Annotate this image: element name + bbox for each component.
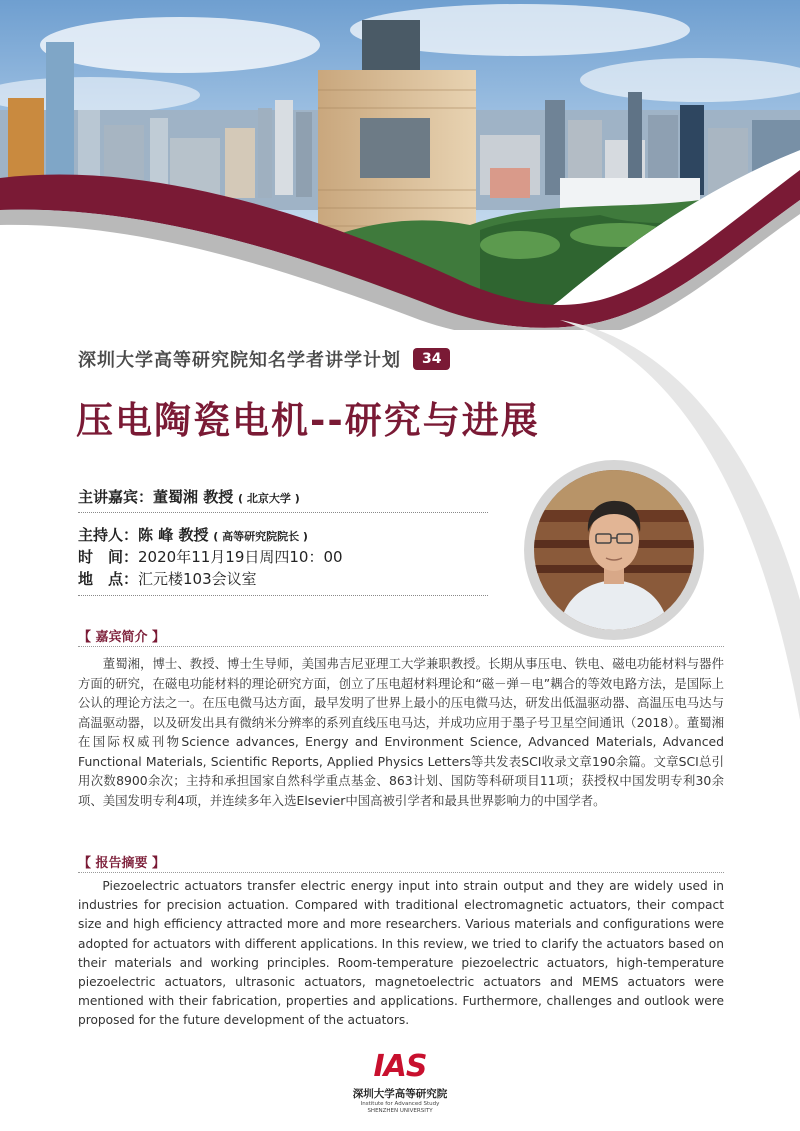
host-label: 主持人： [78,526,139,544]
time-row [78,546,488,567]
series-line [78,346,450,372]
logo-name-en-1: Institute for Advanced Study [360,1101,440,1107]
abstract-text: Piezoelectric actuators transfer electric energy input into strain output and they are widely used in industries for precision actuation. Compared with traditional electromagnetic actuators, their compact size and high efficiency attracted more and more researchers. Various materials and configurations were adopted for actuators with different applications. In this review, we tried to clarify the actuators based on their materials and working principles. Room-temperature piezoelectric actuators, high-temperature piezoelectric actuators, ultrasonic actuators, magnetoelectric actuators and MEMS actuators were mentioned with their fabrication, properties and applications. Furthermore, challenges and outlook were proposed for the future development of the actuators. [78,879,724,1028]
logo-name-en-2: SHENZHEN UNIVERSITY [367,1108,433,1114]
place-value: 汇元楼103会议室 [138,570,257,588]
divider [78,872,724,873]
speaker-label: 主讲嘉宾： [78,488,154,506]
host-row [78,524,488,545]
series-number-badge: 34 [413,348,450,370]
header-photo [0,0,800,330]
time-value: 2020年11月19日周四10：00 [138,548,343,566]
speaker-name: 董蜀湘 教授 [153,488,234,506]
abstract-heading: 【 报告摘要 】 [78,856,166,871]
place-label: 地 点： [78,570,139,588]
bio-text: 董蜀湘，博士、教授、博士生导师，美国弗吉尼亚理工大学兼职教授。长期从事压电、铁电、磁电功能材料与器件方面的研究，在磁电功能材料的理论研究方面，创立了压电超材料理论和“磁－弹－电”耦合的等效电路方法，是国际上公认的理论方法之一。在压电微马达方面，最早发明了世界上最小的压电微马达，研发出低温驱动器、高温压电马达与高温驱动器，以及研发出具有微纳米分辨率的系列直线压电马达，并成功应用于墨子号卫星空间通讯（2018）。董蜀湘在国际权威刊物Science advances, Energy and Environment Science, Advanced Materials, Advanced Functional Materials, Scientific Reports, Applied Physics Letters等共发表SCI收录文章190余篇。文章SCI总引用次数8900余次；主持和承担国家自然科学重点基金、863计划、国防等科研项目11项；获授权中国发明专利30余项、美国发明专利4项，并连续多年入选Elsevier中国高被引学者和最具世界影响力的中国学者。 [78,656,724,808]
lecture-title: 压电陶瓷电机--研究与进展 [76,399,540,442]
host-name: 陈 峰 教授 [138,526,209,544]
institute-logo [310,1050,490,1115]
host-title: ( 高等研究院院长 ) [213,530,308,543]
speaker-affiliation: ( 北京大学 ) [238,492,300,505]
logo-name-cn: 深圳大学高等研究院 [352,1088,448,1100]
bio-heading: 【 嘉宾简介 】 [78,630,166,645]
place-row [78,568,488,589]
speaker-portrait [534,470,694,630]
series-title: 深圳大学高等研究院知名学者讲学计划 [78,350,401,371]
divider [78,646,724,647]
divider [78,595,488,596]
speaker-row [78,486,488,507]
divider [78,512,488,513]
time-label: 时 间： [78,548,139,566]
logo-mark: IAS [373,1049,427,1084]
